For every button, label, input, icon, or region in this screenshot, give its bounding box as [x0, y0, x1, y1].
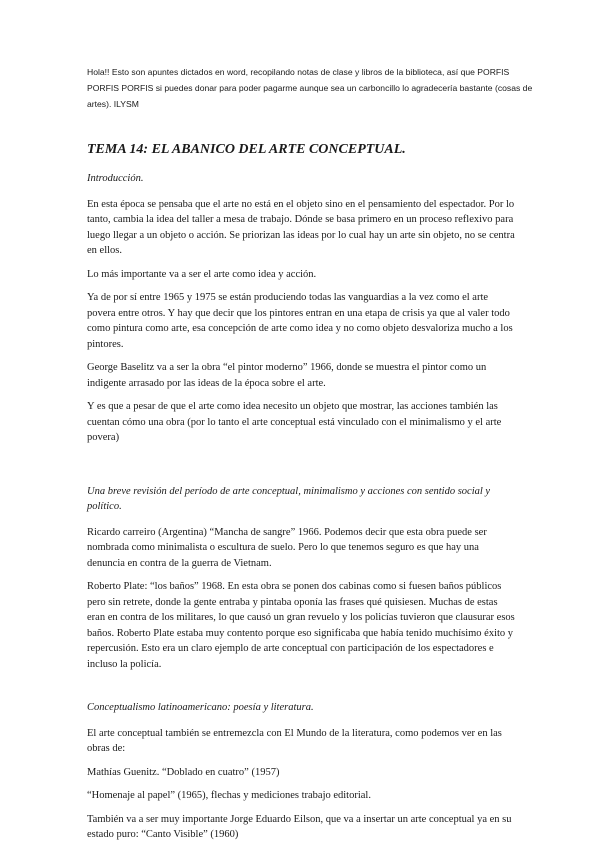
paragraph: Mathías Guenitz. “Doblado en cuatro” (1957)	[87, 766, 280, 778]
section-heading-intro: Introducción.	[87, 173, 144, 184]
paragraph: George Baselitz va a ser la obra “el pintor moderno” 1966, donde se muestra el pintor como un indigente arrasado por las ideas de la época sobre el arte.	[87, 362, 487, 389]
document-body	[87, 141, 517, 851]
paragraph: Lo más importante va a ser el arte como idea y acción.	[87, 268, 317, 280]
document-title: TEMA 14: EL ABANICO DEL ARTE CONCEPTUAL.	[87, 142, 406, 157]
paragraph: Y es que a pesar de que el arte como idea necesito un objeto que mostrar, las acciones también las cuentan cómo una obra (por lo tanto el arte conceptual está vinculado con el minimalismo y el arte povera)	[87, 401, 502, 443]
section-spacer	[87, 680, 517, 700]
paragraph: También va a ser muy importante Jorge Eduardo Eilson, que va a insertar un arte conceptual ya en su estado puro: “Canto Visible” (1960)	[87, 813, 512, 840]
section-heading-latam: Conceptualismo latinoamericano: poesía y literatura.	[87, 702, 314, 713]
section-heading-review: Una breve revisión del período de arte conceptual, minimalismo y acciones con sentido social y político.	[87, 485, 491, 512]
intro-note: Hola!! Esto son apuntes dictados en word, recopilando notas de clase y libros de la biblioteca, así que PORFIS PORFIS PORFIS si puedes donar para poder pagarme aunque sea un carboncillo lo agradecería bastante (cosas de artes). ILYSM	[87, 67, 533, 109]
paragraph: En esta época se pensaba que el arte no está en el objeto sino en el pensamiento del espectador. Por lo tanto, cambia la idea del taller a mesa de trabajo. Dónde se basa primero en un proceso reflexivo para luego llegar a un objeto o acción. Se priorizan las ideas por lo cual hay un arte sin objeto, no se centra en ellos.	[87, 198, 515, 256]
paragraph: Roberto Plate: “los baños” 1968. En esta obra se ponen dos cabinas como si fuesen baños públicos pero sin retrete, donde la gente entraba y pintaba oponía las frases qué quisiesen. Muchas de estas eran en contra de los militares, lo que causó un gran revuelo y los policías tuvieron que clausurar esos baños. Roberto Plate estaba muy contento porque eso significaba que había tenido muchísimo éxito y repercusión. Esto era un claro ejemplo de arte conceptual con participación de los espectadores e incluso la policía.	[87, 581, 515, 670]
paragraph: El arte conceptual también se entremezcla con El Mundo de la literatura, como podemos ver en las obras de:	[87, 727, 502, 754]
section-spacer	[87, 454, 517, 484]
paragraph: Ricardo carreiro (Argentina) “Mancha de sangre” 1966. Podemos decir que esta obra puede ser nombrada como minimalista o escultura de suelo. Pero lo que tenemos seguro es que hay una denuncia en contra de la guerra de Vietnam.	[87, 526, 487, 569]
paragraph: “Homenaje al papel” (1965), flechas y mediciones trabajo editorial.	[87, 790, 371, 801]
paragraph: Ya de por sí entre 1965 y 1975 se están produciendo todas las vanguardias a la vez como el arte povera entre otros. Y hay que decir que los pintores entran en una etapa de crisis ya que al valer todo como pintura como arte, esa concepción de arte como idea y no como objeto desvaloriza mucho a los pintores.	[87, 292, 513, 350]
